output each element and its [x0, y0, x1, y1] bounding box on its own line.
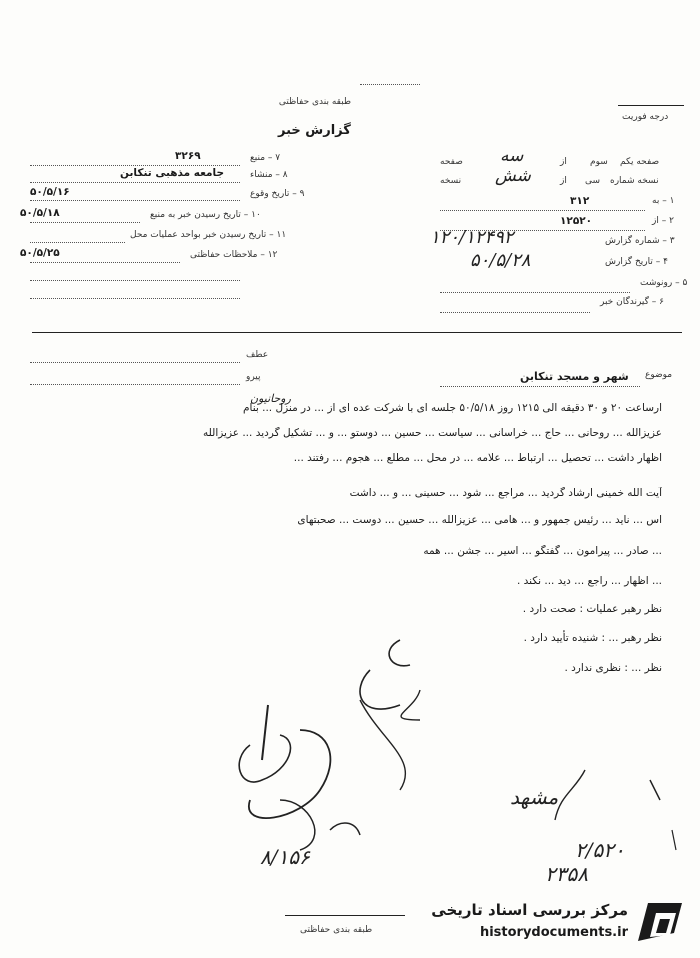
report-number-value: ۱۲۰/۱۲۴۹۲: [430, 227, 514, 248]
field-date-unit-label: ۱۱ – تاریخ رسیدن خبر بواحد عملیات محل: [130, 230, 287, 240]
body-line: آیت الله خمینی ارشاد گردید ... مراجع ... شود ... حسینی ... و ... داشت: [349, 487, 662, 499]
body-line: اظهار داشت ... تحصیل ... ارتباط ... علامه ... در محل ... مطلع ... هجوم ... رفتند ...: [293, 452, 662, 464]
evaluation-line: نظر رهبر عملیات : صحت دارد .: [522, 603, 662, 615]
copy-mid: سی: [585, 176, 601, 186]
footer-rule: [285, 915, 405, 916]
watermark-logo-icon: [634, 899, 686, 945]
page-from: از: [560, 157, 567, 167]
to-label: ۱ – به: [652, 196, 675, 206]
to-value: ۳۱۲: [570, 195, 590, 207]
body-line: ... اظهار ... راجع ... دید ... نکند .: [516, 575, 662, 587]
field-date-occur-label: ۹ – تاریخ وقوع: [250, 189, 305, 199]
body-line: ... صادر ... پیرامون ... گفتگو ... اسیر ... جشن ... همه: [423, 545, 662, 557]
from-label: ۲ – از: [652, 216, 674, 226]
watermark-title: مرکز بررسی اسناد تاریخی: [431, 901, 628, 919]
subject-value: شهر و مسجد تنکابن: [520, 370, 629, 383]
body-line: اس ... ناید ... رئیس جمهور و ... هامی ... عزیزالله ... حسین ... دوست ... صحبتهای: [297, 514, 662, 526]
classification-top: طبقه بندی حفاظتی: [278, 97, 352, 107]
cc-label: ۵ – رونوشت: [640, 278, 688, 288]
hand-word: مشهد: [510, 785, 559, 809]
page-hand: سه: [500, 146, 524, 166]
hand-number-2: ۲۳۵۸: [545, 862, 588, 886]
urgency-label: درجه فوریت: [622, 112, 669, 122]
body-line: ارساعت ۲۰ و ۳۰ دقیقه الی ۱۲۱۵ روز ۵۰/۵/۱۸ جلسه ای با شرکت عده ای از ... در منزل ... بنام: [243, 402, 662, 414]
follow-label: پیرو: [246, 372, 261, 382]
watermark-url: historydocuments.ir: [479, 925, 628, 940]
paragraph-label: عطف: [246, 350, 269, 360]
page-label2: صفحه: [440, 157, 463, 167]
field-security-notes-value: ۵۰/۵/۲۵: [20, 247, 60, 259]
form-title: گزارش خبر: [278, 123, 351, 138]
page-label: صفحه یکم: [620, 157, 660, 167]
classification-bottom: طبقه بندی حفاظتی: [300, 925, 373, 935]
field-origin-label: ۸ – منشاء: [250, 170, 288, 180]
from-value: ۱۲۵۲۰: [560, 215, 593, 227]
field-source-label: ۷ – منبع: [250, 153, 281, 163]
recipients-label: ۶ – گیرندگان خبر: [600, 297, 665, 307]
marginal-note: روحانیون: [250, 392, 291, 405]
copy-from: از: [560, 176, 567, 186]
subject-label: موضوع: [645, 370, 673, 380]
field-origin-value: جامعه مذهبی تنکابن: [120, 167, 225, 179]
evaluation-line: نظر ... : نظری ندارد .: [564, 662, 662, 674]
field-date-source-label: ۱۰ – تاریخ رسیدن خبر به منبع: [150, 210, 261, 220]
watermark: [420, 895, 690, 950]
report-number-label: ۳ – شماره گزارش: [605, 236, 675, 246]
report-date-value: ۵۰/۵/۲۸: [470, 250, 531, 271]
body-line: عزیزالله ... روحانی ... حاج ... خراسانی ... سیاست ... حسین ... دوستو ... و ... تشکیل گردید ... عزیزالله: [203, 427, 662, 439]
page-mid: سوم: [590, 157, 608, 167]
copy-label: نسخه شماره: [610, 176, 659, 186]
copy-hand: شش: [495, 166, 531, 186]
field-date-occur-value: ۵۰/۵/۱۶: [30, 186, 70, 198]
field-security-notes-label: ۱۲ – ملاحظات حفاظتی: [190, 250, 278, 260]
report-date-label: ۴ – تاریخ گزارش: [605, 257, 668, 267]
hand-number-1: ۲/۵۲۰: [575, 838, 625, 862]
hand-bottom-number: ۸/۱۵۶: [260, 845, 310, 869]
field-date-source-value: ۵۰/۵/۱۸: [20, 207, 60, 219]
field-source-value: ۳۲۶۹: [175, 150, 201, 162]
copy-label2: نسخه: [440, 176, 462, 186]
evaluation-line: نظر رهبر ... : شنیده تأیید دارد .: [523, 632, 662, 644]
